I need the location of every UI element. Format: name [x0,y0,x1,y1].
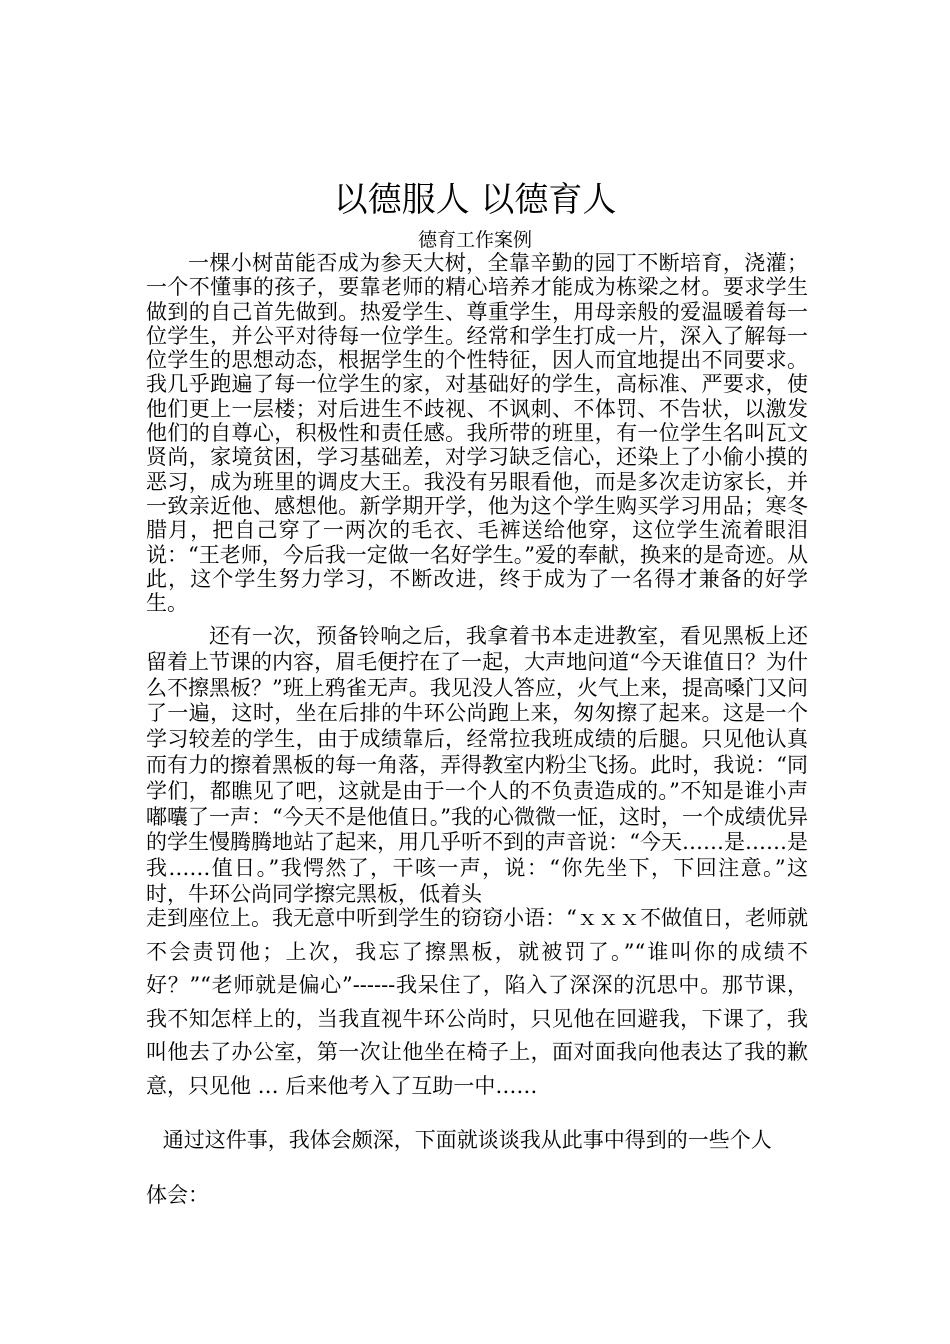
document-title: 以德服人 以德育人 [333,180,617,220]
paragraph-1: 一棵小树苗能否成为参天大树，全靠辛勤的园丁不断培育，浇灌；一个不懂事的孩子，要靠老师的精心培养才能成为栋梁之材。要求学生做到的自己首先做到。热爱学生、尊重学生，用母亲般的爱温暖着每一位学生，并公平对待每一位学生。经常和学生打成一片，深入了解每一位学生的思想动态，根据学生的个性特征，因人而宜地提出不同要求。我几乎跑遍了每一位学生的家，对基础好的学生，高标准、严要求，使他们更上一层楼；对后进生不歧视、不讽刺、不体罚、不告状，以激发他们的自尊心，积极性和责任感。我所带的班里，有一位学生名叫瓦文贤尚，家境贫困，学习基础差，对学习缺乏信心，还染上了小偷小摸的恶习，成为班里的调皮大王。我没有另眼看他，而是多次走访家长，并一致亲近他、感想他。新学期开学，他为这个学生购买学习用品；寒冬腊月，把自己穿了一两次的毛衣、毛裤送给他穿，这位学生流着眼泪说：“王老师，今后我一定做一名好学生。”爱的奉献，换来的是奇迹。从此，这个学生努力学习，不断改进，终于成为了一名得才兼备的好学生。 [146,251,808,616]
paragraph-2: 还有一次，预备铃响之后，我拿着书本走进教室，看见黑板上还留着上节课的内容，眉毛便拧在了一起，大声地问道“今天谁值日？为什么不擦黑板？”班上鸦雀无声。我见没人答应，火气上来，提高嗓门又问了一遍，这时，坐在后排的牛环公尚跑上来，匆匆擦了起来。这是一个学习较差的学生，由于成绩靠后，经常拉我班成绩的后腿。只见他认真而有力的擦着黑板的每一角落，弄得教室内粉尘飞扬。此时，我说：“同学们，都瞧见了吧，这就是由于一个人的不负责造成的。”不知是谁小声嘟囔了一声：“今天不是他值日。”我的心微微一怔，这时，一个成绩优异的学生慢腾腾地站了起来，用几乎听不到的声音说：“今天……是……是我……值日。”我愕然了，干咳一声，说：“你先坐下，下回注意。”这时，牛环公尚同学擦完黑板，低着头 [146,624,808,906]
document-subtitle: 德育工作案例 [417,229,532,251]
paragraph-3: 走到座位上。我无意中听到学生的窃窃小语：“ｘｘｘ不做值日，老师就不会责罚他；上次，我忘了擦黑板，就被罚了。”“谁叫你的成绩不好？”“老师就是偏心”------我呆住了，陷入了深深的沉思中。那节课，我不知怎样上的，当我直视牛环公尚时，只见他在回避我，下课了，我叫他去了办公室，第一次让他坐在椅子上，面对面我向他表达了我的歉意，只见他 … 后来他考入了互助一中…… [146,906,808,1098]
paragraph-5: 体会： [146,1183,209,1207]
paragraph-4: 通过这件事，我体会颇深，下面就谈谈我从此事中得到的一些个人 [162,1128,772,1152]
